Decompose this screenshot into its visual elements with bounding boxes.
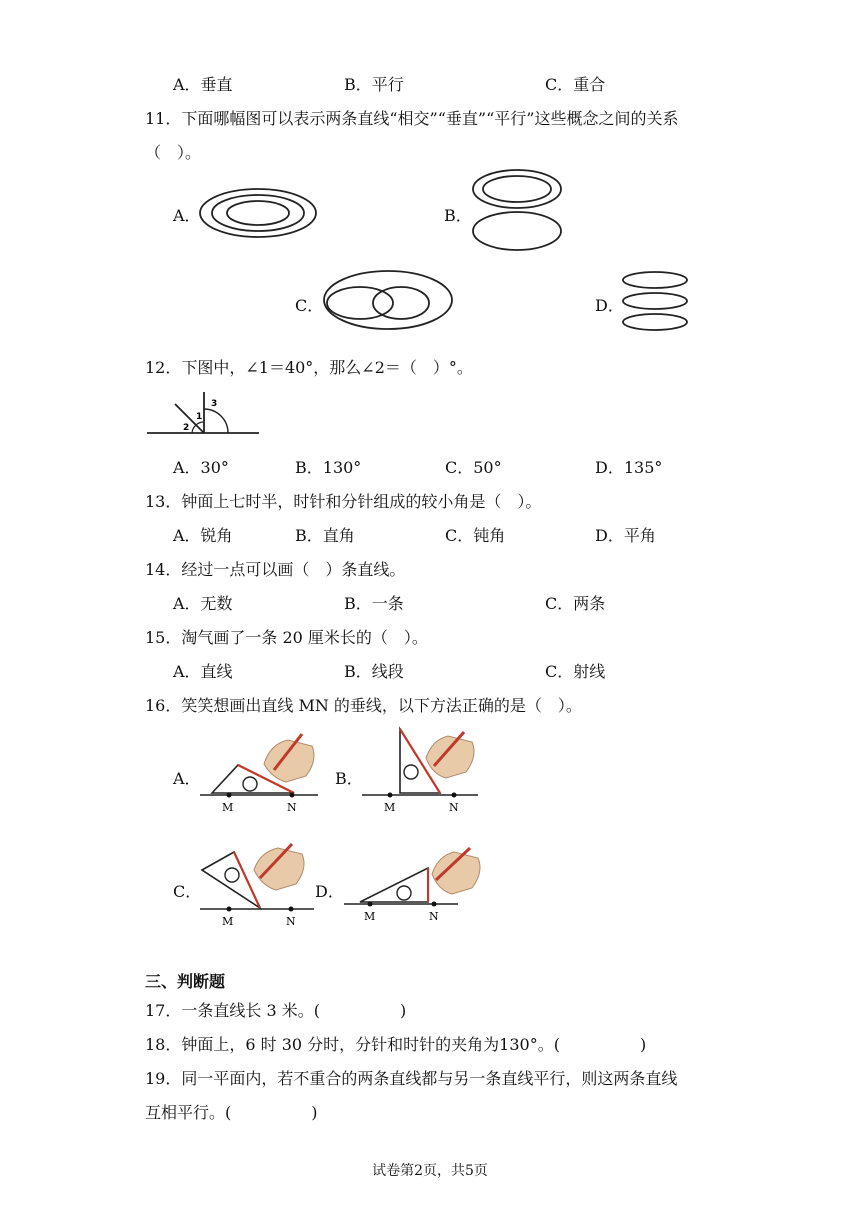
- q16-label-a: A．: [173, 769, 201, 788]
- q10-option-a: A．垂直: [173, 75, 233, 94]
- q16-d-point-n: N: [429, 910, 439, 923]
- q17-text: 17．一条直线长 3 米。( ): [145, 1001, 407, 1020]
- q12-angle-label-1: 1: [196, 412, 203, 422]
- q18-text: 18．钟面上，6 时 30 分时，分针和时针的夹角为130°。( ): [145, 1035, 647, 1054]
- q11-figure-a: [196, 186, 326, 242]
- q13-option-b: B．直角: [295, 526, 355, 545]
- q12-angle-label-2: 2: [183, 423, 190, 433]
- q16-figure-a: [200, 730, 322, 816]
- q11-text: 11．下面哪幅图可以表示两条直线“相交”“垂直”“平行”这些概念之间的关系: [145, 109, 679, 128]
- q15-option-b: B．线段: [344, 662, 404, 681]
- q11-figure-b: [470, 168, 570, 254]
- q12-option-d: D．135°: [595, 458, 663, 477]
- q13-option-a: A．锐角: [173, 526, 233, 545]
- q16-a-point-m: M: [222, 801, 234, 814]
- q12-angle-label-3: 3: [211, 399, 218, 409]
- q14-text: 14．经过一点可以画（ ）条直线。: [145, 560, 406, 579]
- q16-a-point-n: N: [287, 801, 297, 814]
- q11-text-cont: （ ）。: [145, 143, 202, 162]
- q16-figure-b: [362, 726, 482, 816]
- q15-option-a: A．直线: [173, 662, 233, 681]
- q12-option-b: B．130°: [295, 458, 362, 477]
- q15-option-c: C．射线: [545, 662, 606, 681]
- q12-angle-figure: [145, 388, 263, 438]
- q13-option-d: D．平角: [595, 526, 656, 545]
- q12-text: 12．下图中，∠1＝40°，那么∠2＝（ ）°。: [145, 358, 473, 377]
- q16-c-point-n: N: [286, 915, 296, 928]
- q13-option-c: C．钝角: [445, 526, 506, 545]
- q14-option-a: A．无数: [173, 594, 233, 613]
- q15-text: 15．淘气画了一条 20 厘米长的（ ）。: [145, 628, 428, 647]
- q16-label-d: D．: [315, 882, 344, 901]
- q16-figure-d: [344, 846, 488, 930]
- q12-option-a: A．30°: [173, 458, 229, 477]
- q12-option-c: C．50°: [445, 458, 502, 477]
- q11-label-a: A．: [173, 206, 201, 225]
- section-heading-judgement: 三、判断题: [145, 972, 226, 991]
- q16-d-point-m: M: [364, 910, 376, 923]
- page-footer: 试卷第2页，共5页: [372, 1163, 488, 1179]
- q11-figure-c: [320, 268, 456, 332]
- q11-label-b: B．: [444, 206, 472, 225]
- q16-label-b: B．: [335, 769, 363, 788]
- q19-text-line1: 19．同一平面内，若不重合的两条直线都与另一条直线平行，则这两条直线: [145, 1069, 678, 1088]
- q13-text: 13．钟面上七时半，时针和分针组成的较小角是（ ）。: [145, 492, 542, 511]
- q11-figure-d: [620, 270, 692, 334]
- q10-option-c: C．重合: [545, 75, 606, 94]
- q16-label-c: C．: [173, 882, 202, 901]
- q11-label-c: C．: [295, 296, 324, 315]
- q14-option-b: B．一条: [344, 594, 404, 613]
- q16-figure-c: [198, 842, 322, 930]
- q14-option-c: C．两条: [545, 594, 606, 613]
- q16-b-point-m: M: [384, 801, 396, 814]
- q16-text: 16．笑笑想画出直线 MN 的垂线，以下方法正确的是（ ）。: [145, 696, 582, 715]
- q10-option-b: B．平行: [344, 75, 404, 94]
- q16-b-point-n: N: [449, 801, 459, 814]
- q11-label-d: D．: [595, 296, 624, 315]
- q16-c-point-m: M: [222, 915, 234, 928]
- q19-text-line2: 互相平行。( ): [145, 1103, 318, 1122]
